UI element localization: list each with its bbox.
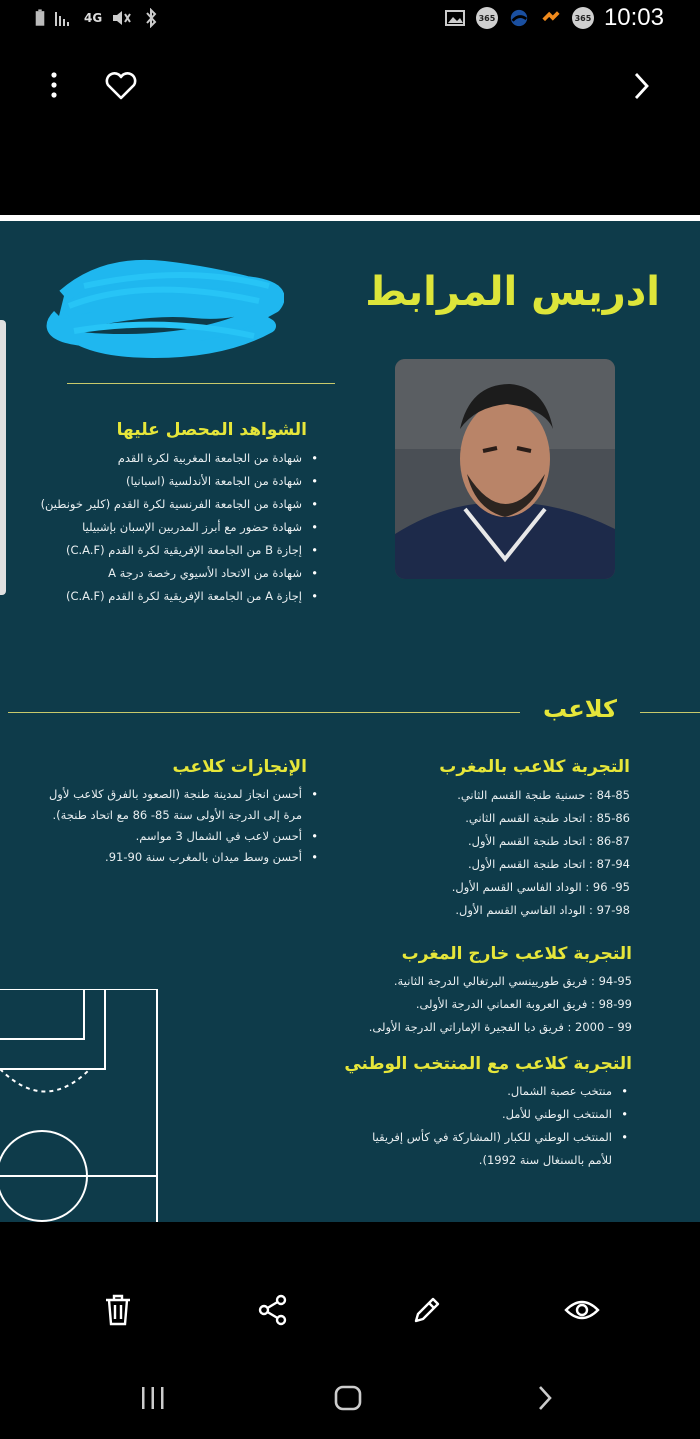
- list-item: 98-99 : فريق العروبة العماني الدرجة الأولى.: [415, 997, 632, 1011]
- list-item: 99 – 2000 : فريق دبا الفجيرة الإماراتي الدرجة الأولى.: [368, 1020, 632, 1034]
- section-divider-right: [640, 712, 700, 713]
- home-icon: [333, 1384, 363, 1412]
- divider: [67, 383, 335, 384]
- list-item: • شهادة من الجامعة المغربية لكرة القدم: [20, 447, 320, 470]
- app-365-icon: 365: [476, 7, 498, 29]
- more-options-button[interactable]: [30, 60, 78, 112]
- certificates-title: الشواهد المحصل عليها: [116, 420, 307, 440]
- abroad-experience-title: التجربة كلاعب خارج المغرب: [401, 944, 632, 964]
- list-item: • شهادة من الجامعة الأندلسية (اسبانيا): [20, 470, 320, 493]
- achievements-title: الإنجازات كلاعب: [172, 757, 307, 777]
- heart-icon: [104, 71, 138, 101]
- section-divider-left: [8, 712, 523, 713]
- list-item: • شهادة من الجامعة الفرنسية لكرة القدم (كلير خونطين): [20, 493, 320, 516]
- edit-button[interactable]: [397, 1270, 457, 1350]
- home-button[interactable]: [318, 1370, 378, 1425]
- morocco-experience-title: التجربة كلاعب بالمغرب: [439, 757, 630, 777]
- list-item: 94-95 : فريق طوريينسي البرتغالي الدرجة الثانية.: [393, 974, 632, 988]
- favorite-button[interactable]: [97, 60, 145, 112]
- national-team-list: [355, 1080, 630, 1172]
- navigation-bar: [0, 1370, 700, 1430]
- football-field-graphic: [0, 989, 170, 1222]
- delete-button[interactable]: [88, 1270, 148, 1350]
- list-item: • شهادة من الاتحاد الأسيوي رخصة درجة A: [20, 562, 320, 585]
- list-item: • أحسن انجاز لمدينة طنجة (الصعود بالفرق كلاعب لأول مرة إلى الدرجة الأولى سنة 85- 86 مع اتحاد طنجة).: [35, 784, 320, 826]
- viewer-toolbar: [0, 60, 700, 120]
- list-item: 84-85 : حسنية طنجة القسم الثاني.: [457, 788, 630, 802]
- abroad-experience-list: [350, 970, 632, 1039]
- bluetooth-icon: [140, 8, 162, 28]
- list-item: • إجازة B من الجامعة الإفريقية لكرة القدم (C.A.F): [20, 539, 320, 562]
- list-item: • أحسن لاعب في الشمال 3 مواسم.: [35, 826, 320, 847]
- status-right: [444, 4, 664, 32]
- list-item: 95- 96 : الوداد الفاسي القسم الأول.: [451, 880, 630, 894]
- battery-icon: [34, 8, 46, 28]
- list-item: • المنتخب الوطني للأمل.: [355, 1103, 630, 1126]
- national-team-title: التجربة كلاعب مع المنتخب الوطني: [344, 1054, 632, 1074]
- edit-icon: [411, 1294, 443, 1326]
- person-name: ادريس المرابط: [365, 269, 660, 315]
- profile-photo-graphic: [395, 359, 615, 579]
- status-bar: [0, 0, 700, 40]
- edge-panel-handle[interactable]: [0, 320, 6, 595]
- list-item: 85-86 : اتحاد طنجة القسم الثاني.: [465, 811, 630, 825]
- next-image-button[interactable]: [617, 60, 665, 112]
- recent-apps-button[interactable]: [123, 1370, 183, 1425]
- redaction-scribble: [44, 256, 284, 366]
- app-circle-icon: [508, 8, 530, 28]
- signal-icon: [54, 8, 76, 28]
- player-heading: كلاعب: [520, 695, 640, 723]
- delete-icon: [103, 1293, 133, 1327]
- network-label: 4G: [84, 11, 103, 25]
- list-item: 86-87 : اتحاد طنجة القسم الأول.: [468, 834, 630, 848]
- more-vertical-icon: [49, 71, 59, 101]
- list-item: • منتخب عصبة الشمال.: [355, 1080, 630, 1103]
- list-item: • أحسن وسط ميدان بالمغرب سنة 90-91.: [35, 847, 320, 868]
- view-button[interactable]: [552, 1270, 612, 1350]
- achievements-list: [35, 784, 320, 868]
- list-item: 97-98 : الوداد الفاسي القسم الأول.: [455, 903, 630, 917]
- gallery-icon: [444, 8, 466, 28]
- list-item: 87-94 : اتحاد طنجة القسم الأول.: [468, 857, 630, 871]
- certificates-list: [20, 447, 320, 608]
- clock: 10:03: [603, 4, 664, 31]
- morocco-experience-list: [420, 784, 630, 922]
- chevron-right-icon: [631, 70, 651, 102]
- app-orange-icon: [540, 8, 562, 28]
- share-icon: [257, 1293, 289, 1327]
- list-item: • المنتخب الوطني للكبار (المشاركة في كأس إفريقيا للأمم بالسنغال سنة 1992).: [355, 1126, 630, 1172]
- document-image: [0, 221, 700, 1222]
- profile-photo: [395, 359, 615, 579]
- view-icon: [564, 1297, 600, 1323]
- back-button[interactable]: [515, 1370, 575, 1425]
- bottom-actions: [0, 1270, 700, 1350]
- share-button[interactable]: [243, 1270, 303, 1350]
- back-icon: [535, 1384, 555, 1412]
- list-item: • إجازة A من الجامعة الإفريقية لكرة القدم (C.A.F): [20, 585, 320, 608]
- recent-apps-icon: [139, 1385, 167, 1411]
- status-left: [34, 8, 162, 28]
- app-365-icon: 365: [572, 7, 594, 29]
- mute-icon: [110, 8, 132, 28]
- list-item: • شهادة حضور مع أبرز المدربين الإسبان بإشبيليا: [20, 516, 320, 539]
